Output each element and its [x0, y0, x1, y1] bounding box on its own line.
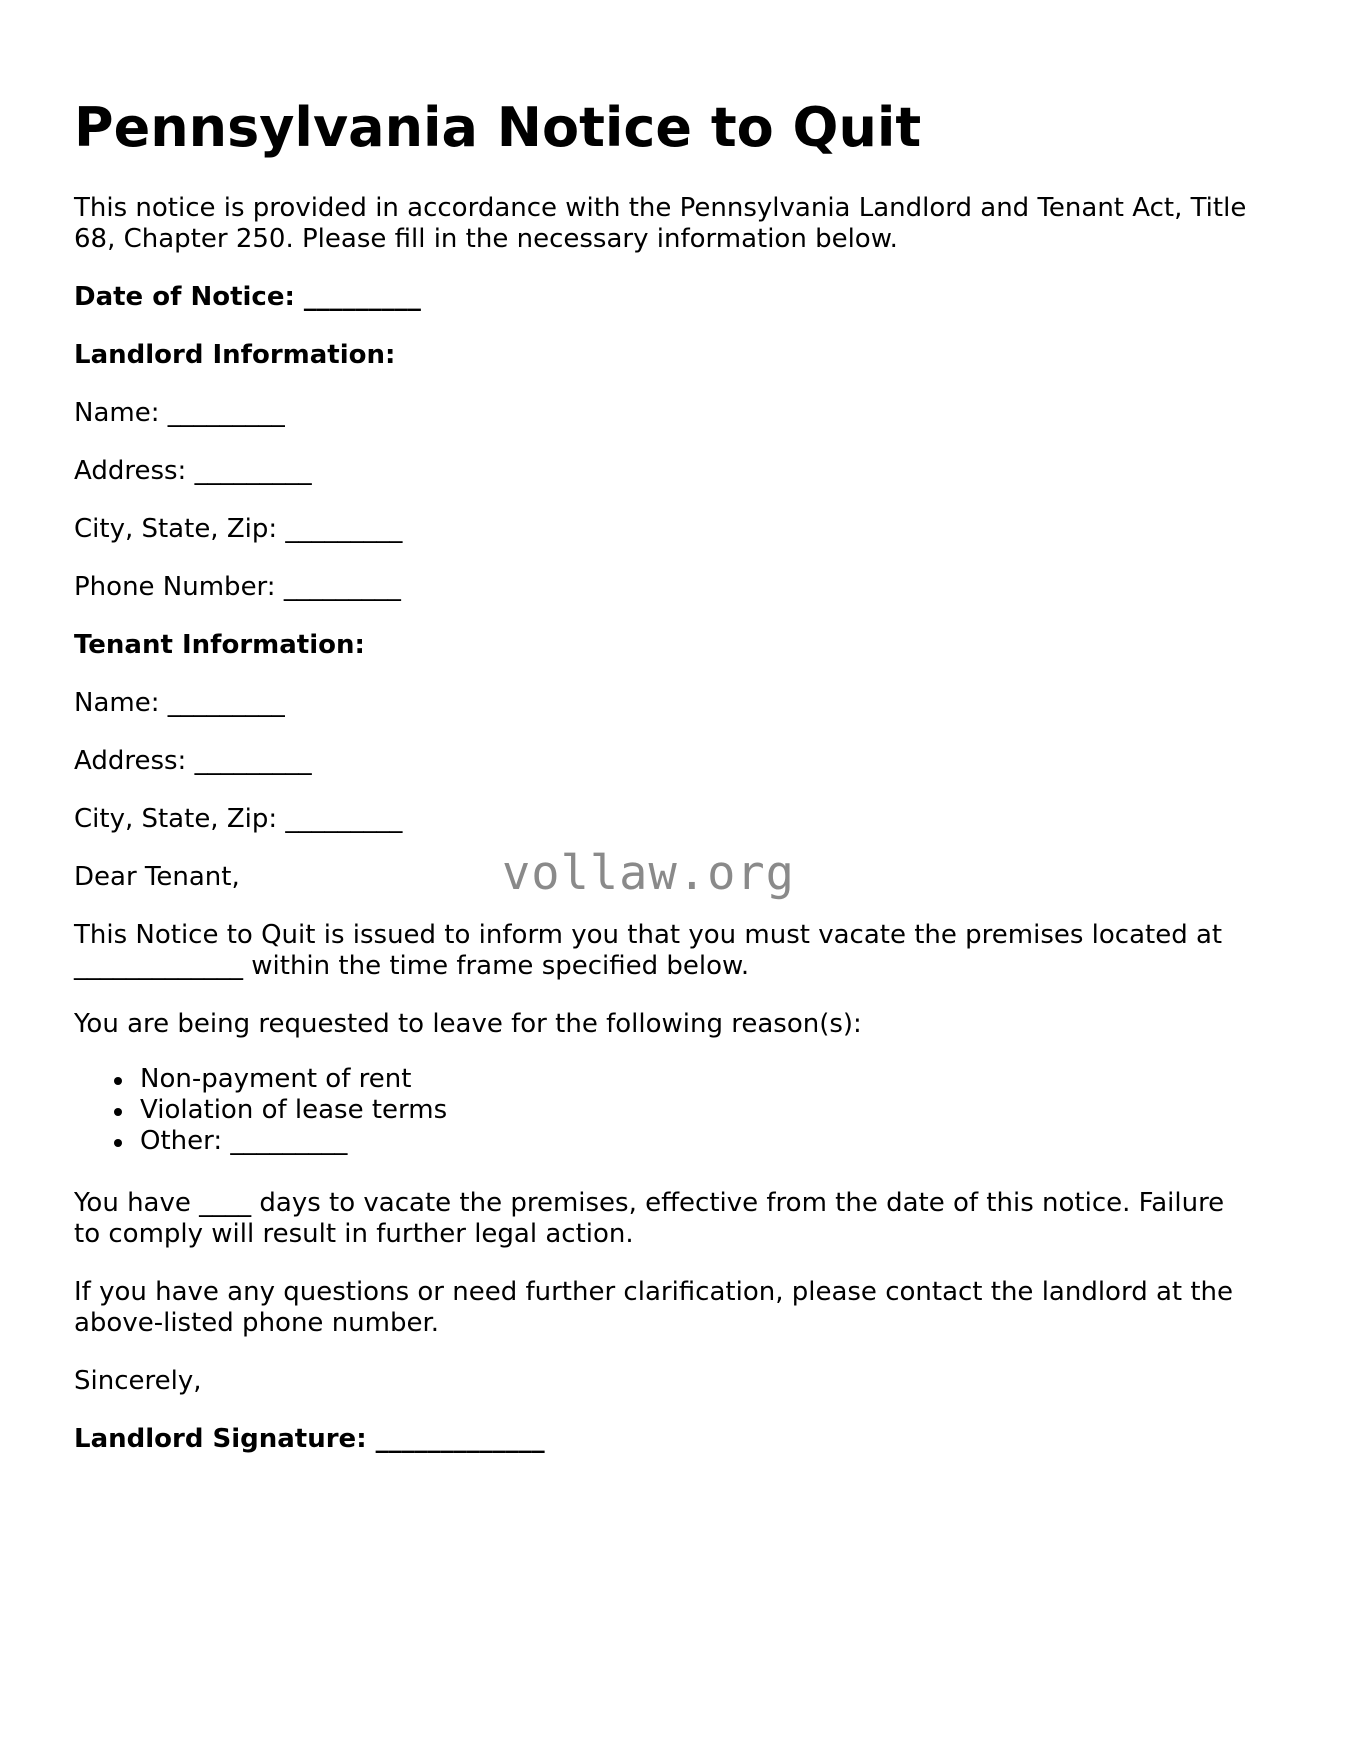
watermark: vollaw.org — [502, 846, 795, 901]
date-of-notice-field[interactable]: Date of Notice: _________ — [74, 282, 421, 312]
reason-item-other[interactable]: Other: _________ — [74, 1126, 447, 1157]
tenant-information-heading: Tenant Information: — [74, 630, 365, 660]
landlord-phone-field[interactable]: Phone Number: _________ — [74, 572, 401, 602]
landlord-city-state-zip-field[interactable]: City, State, Zip: _________ — [74, 514, 403, 544]
landlord-address-field[interactable]: Address: _________ — [74, 456, 312, 486]
intro-line-1: This notice is provided in accordance with the Pennsylvania Landlord and Tenant Act, Title — [74, 193, 1247, 223]
page-title: Pennsylvania Notice to Quit — [74, 96, 922, 159]
reasons-list — [74, 1064, 447, 1157]
landlord-information-heading: Landlord Information: — [74, 340, 396, 370]
deadline-paragraph-line-1[interactable]: You have ____ days to vacate the premises, effective from the date of this notice. Failure — [74, 1188, 1225, 1218]
landlord-name-field[interactable]: Name: _________ — [74, 398, 285, 428]
tenant-address-field[interactable]: Address: _________ — [74, 746, 312, 776]
tenant-name-field[interactable]: Name: _________ — [74, 688, 285, 718]
deadline-paragraph-line-2: to comply will result in further legal action. — [74, 1219, 634, 1249]
contact-paragraph-line-1: If you have any questions or need further clarification, please contact the landlord at the — [74, 1277, 1234, 1307]
closing: Sincerely, — [74, 1366, 202, 1396]
intro-line-2: 68, Chapter 250. Please fill in the necessary information below. — [74, 224, 898, 254]
landlord-signature-field[interactable]: Landlord Signature: _____________ — [74, 1424, 545, 1454]
notice-paragraph-line-1: This Notice to Quit is issued to inform you that you must vacate the premises located at — [74, 920, 1223, 950]
salutation: Dear Tenant, — [74, 862, 240, 892]
notice-paragraph-line-2[interactable]: _____________ within the time frame specified below. — [74, 951, 750, 981]
reasons-intro: You are being requested to leave for the following reason(s): — [74, 1009, 862, 1039]
contact-paragraph-line-2: above-listed phone number. — [74, 1308, 440, 1338]
reason-item-lease-violation: Violation of lease terms — [74, 1095, 447, 1126]
reason-item-non-payment: Non-payment of rent — [74, 1064, 447, 1095]
tenant-city-state-zip-field[interactable]: City, State, Zip: _________ — [74, 804, 403, 834]
